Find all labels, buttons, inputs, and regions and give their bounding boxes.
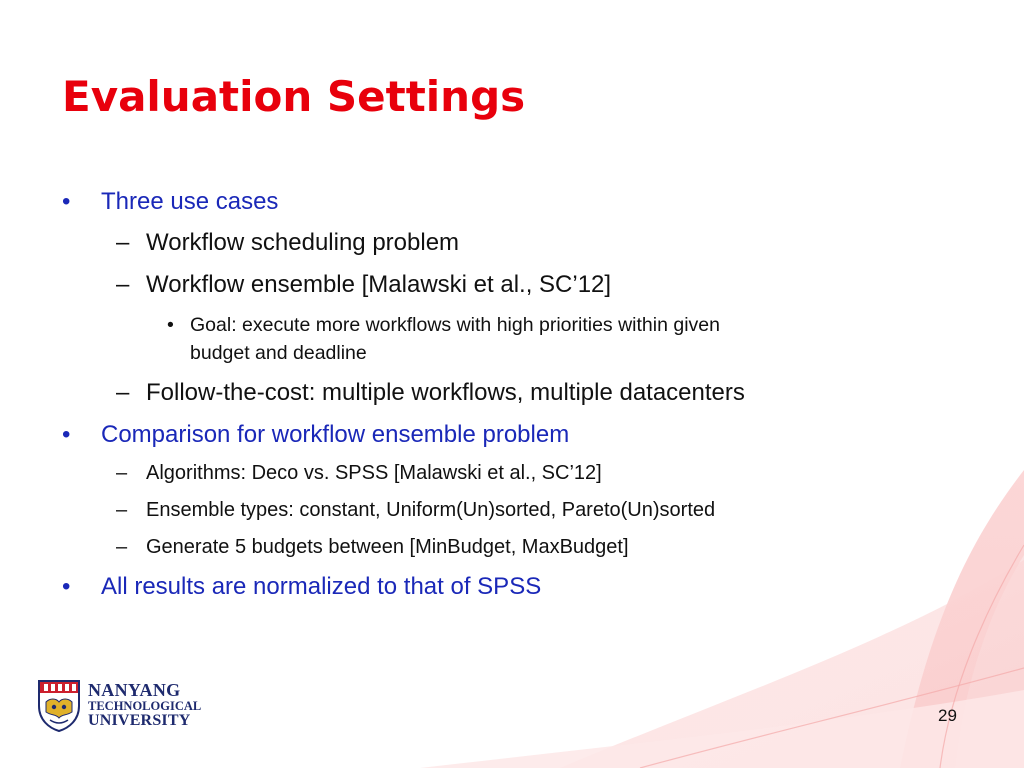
bullet-text: Three use cases: [101, 188, 279, 215]
sub-bullet-text: Ensemble types: constant, Uniform(Un)sorted, Pareto(Un)sorted: [146, 499, 716, 521]
dash-marker: –: [116, 379, 130, 406]
slide-title: Evaluation Settings: [62, 72, 526, 121]
bullet-marker: •: [62, 421, 71, 448]
sub-sub-bullet-text: budget and deadline: [190, 342, 367, 364]
bullet-text: All results are normalized to that of SPSS: [101, 573, 542, 600]
dash-marker: –: [116, 271, 130, 298]
dash-marker: –: [116, 229, 130, 256]
sub-bullet-text: Workflow scheduling problem: [146, 229, 460, 256]
sub-sub-bullet-text: Goal: execute more workflows with high priorities within given: [190, 314, 720, 336]
sub-bullet-text: Workflow ensemble [Malawski et al., SC’12]: [146, 271, 612, 298]
sub-bullet-text: Generate 5 budgets between [MinBudget, MaxBudget]: [146, 536, 629, 558]
bullet-text: Comparison for workflow ensemble problem: [101, 421, 570, 448]
logo-line-1: NANYANG: [88, 680, 181, 700]
bullet-marker: •: [62, 188, 71, 215]
dash-marker: –: [116, 462, 128, 484]
sub-bullet-text: Follow-the-cost: multiple workflows, multiple datacenters: [146, 379, 745, 406]
dash-marker: –: [116, 536, 128, 558]
university-logo: [36, 678, 206, 732]
bullet-marker: •: [167, 314, 174, 336]
dash-marker: –: [116, 499, 128, 521]
university-name: [88, 682, 201, 729]
logo-line-2: TECHNOLOGICAL: [88, 699, 202, 713]
sub-bullet-text: Algorithms: Deco vs. SPSS [Malawski et al., SC’12]: [146, 462, 602, 484]
university-crest-icon: [36, 678, 82, 732]
bullet-marker: •: [62, 573, 71, 600]
logo-line-3: UNIVERSITY: [88, 712, 191, 729]
page-number: 29: [938, 706, 957, 725]
